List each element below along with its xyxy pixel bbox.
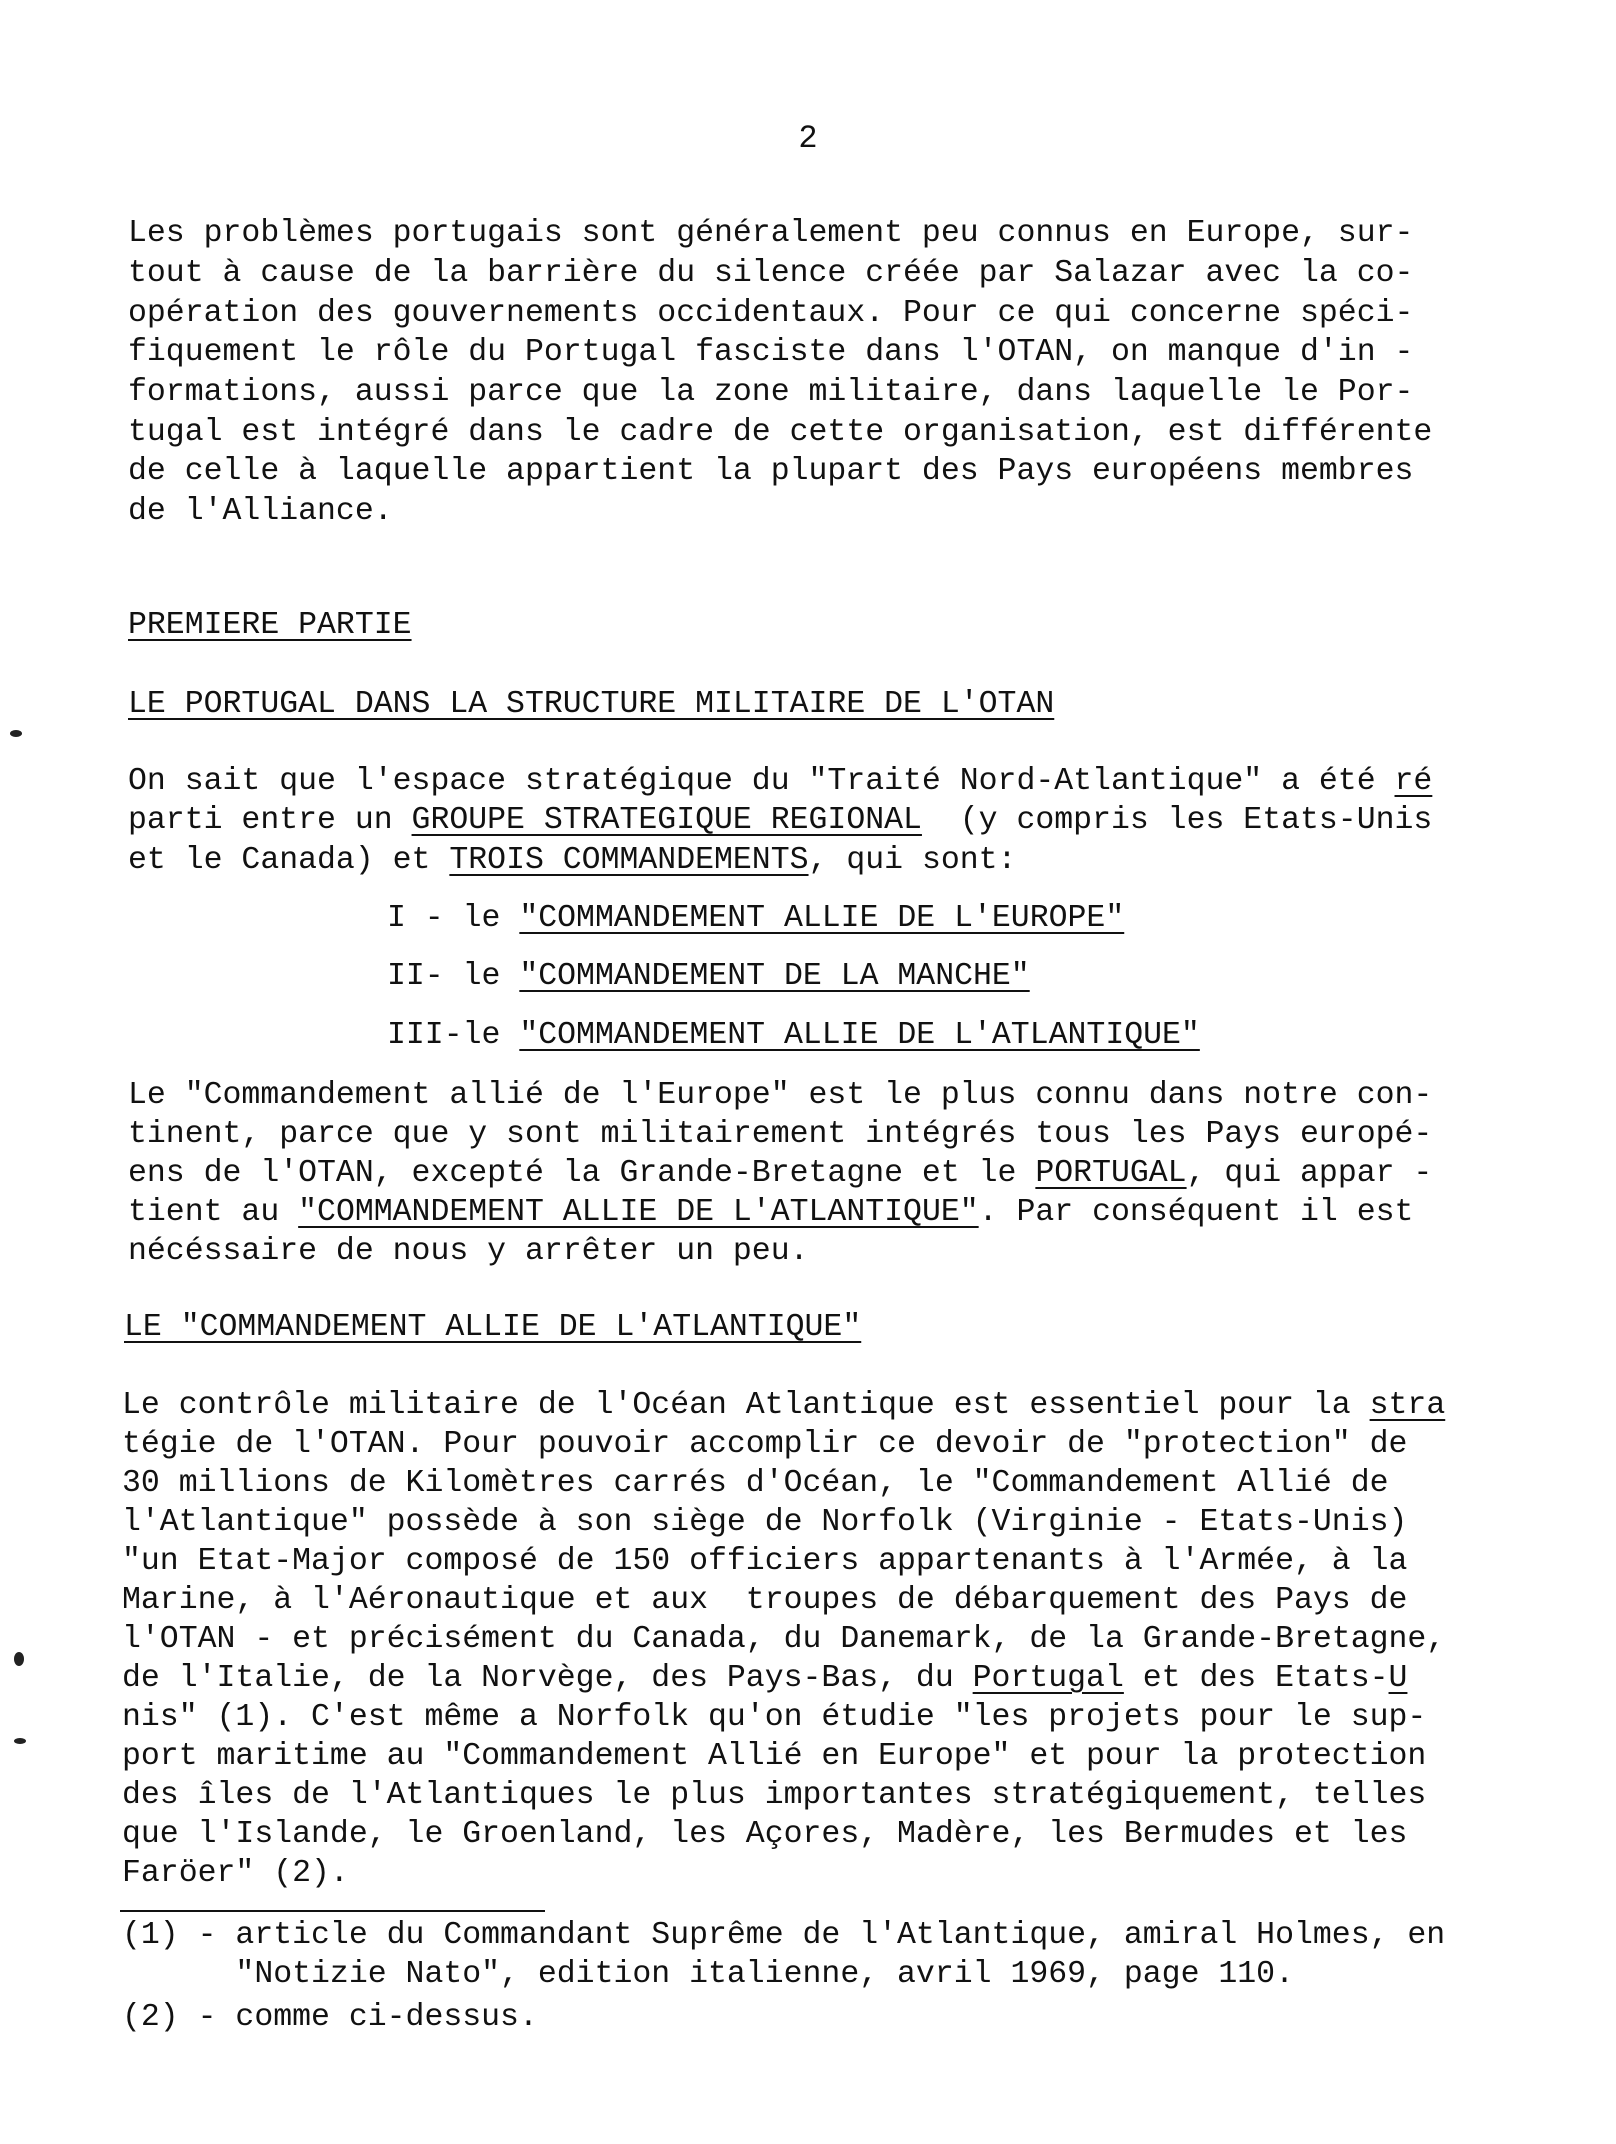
heading-structure-militaire: LE PORTUGAL DANS LA STRUCTURE MILITAIRE DE L'OTAN (128, 687, 1055, 722)
command-item-3: III-le "COMMANDEMENT ALLIE DE L'ATLANTIQUE" (387, 1018, 1200, 1053)
footnote-2: (2) - comme ci-dessus. (122, 2000, 538, 2035)
p3-line-4: tient au "COMMANDEMENT ALLIE DE L'ATLANTIQUE". Par conséquent il est (128, 1195, 1414, 1230)
page-number: 2 (798, 120, 818, 157)
p4-line-2: tégie de l'OTAN. Pour pouvoir accomplir ce devoir de "protection" de (122, 1427, 1408, 1462)
intro-line-6: tugal est intégré dans le cadre de cette organisation, est différente (128, 415, 1433, 450)
p3-line-3: ens de l'OTAN, excepté la Grande-Bretagne et le PORTUGAL, qui appar - (128, 1156, 1433, 1191)
p4-line-11: des îles de l'Atlantiques le plus importantes stratégiquement, telles (122, 1778, 1427, 1813)
scan-speck (14, 1652, 24, 1666)
intro-line-3: opération des gouvernements occidentaux. Pour ce qui concerne spéci- (128, 296, 1414, 331)
p3-line-5: nécéssaire de nous y arrêter un peu. (128, 1234, 809, 1269)
p4-line-1: Le contrôle militaire de l'Océan Atlantique est essentiel pour la stra (122, 1388, 1446, 1423)
intro-line-8: de l'Alliance. (128, 494, 393, 529)
p3-line-2: tinent, parce que y sont militairement intégrés tous les Pays europé- (128, 1117, 1433, 1152)
p4-line-9: nis" (1). C'est même a Norfolk qu'on étudie "les projets pour le sup- (122, 1700, 1427, 1735)
p4-line-10: port maritime au "Commandement Allié en Europe" et pour la protection (122, 1739, 1427, 1774)
command-item-2: II- le "COMMANDEMENT DE LA MANCHE" (387, 959, 1030, 994)
p4-line-12: que l'Islande, le Groenland, les Açores, Madère, les Bermudes et les (122, 1817, 1408, 1852)
p2-line-1: On sait que l'espace stratégique du "Traité Nord-Atlantique" a été ré (128, 764, 1433, 799)
p2-line-2: parti entre un GROUPE STRATEGIQUE REGIONAL (y compris les Etats-Unis (128, 803, 1433, 838)
p4-line-8: de l'Italie, de la Norvège, des Pays-Bas, du Portugal et des Etats-U (122, 1661, 1408, 1696)
p4-line-13: Faröer" (2). (122, 1856, 349, 1891)
scan-speck (14, 1738, 26, 1744)
p4-line-3: 30 millions de Kilomètres carrés d'Océan, le "Commandement Allié de (122, 1466, 1389, 1501)
intro-line-5: formations, aussi parce que la zone militaire, dans laquelle le Por- (128, 375, 1414, 410)
intro-line-7: de celle à laquelle appartient la plupart des Pays européens membres (128, 454, 1414, 489)
intro-line-1: Les problèmes portugais sont généralement peu connus en Europe, sur- (128, 216, 1414, 251)
p2-line-3: et le Canada) et TROIS COMMANDEMENTS, qui sont: (128, 843, 1017, 878)
p4-line-6: Marine, à l'Aéronautique et aux troupes de débarquement des Pays de (122, 1583, 1408, 1618)
footnote-1-line-2: "Notizie Nato", edition italienne, avril 1969, page 110. (122, 1957, 1294, 1992)
scan-speck (10, 730, 22, 737)
command-item-1: I - le "COMMANDEMENT ALLIE DE L'EUROPE" (387, 901, 1125, 936)
p4-line-7: l'OTAN - et précisément du Canada, du Danemark, de la Grande-Bretagne, (122, 1622, 1446, 1657)
p3-line-1: Le "Commandement allié de l'Europe" est le plus connu dans notre con- (128, 1078, 1433, 1113)
intro-line-4: fiquement le rôle du Portugal fasciste dans l'OTAN, on manque d'in - (128, 335, 1414, 370)
footnote-rule (120, 1910, 545, 1912)
p4-line-4: l'Atlantique" possède à son siège de Norfolk (Virginie - Etats-Unis) (122, 1505, 1408, 1540)
heading-premiere-partie: PREMIERE PARTIE (128, 608, 412, 643)
p4-line-5: "un Etat-Major composé de 150 officiers appartenants à l'Armée, à la (122, 1544, 1408, 1579)
intro-line-2: tout à cause de la barrière du silence créée par Salazar avec la co- (128, 256, 1414, 291)
footnote-1-line-1: (1) - article du Commandant Suprême de l'Atlantique, amiral Holmes, en (122, 1918, 1446, 1953)
heading-commandement-atlantique: LE "COMMANDEMENT ALLIE DE L'ATLANTIQUE" (124, 1310, 862, 1345)
